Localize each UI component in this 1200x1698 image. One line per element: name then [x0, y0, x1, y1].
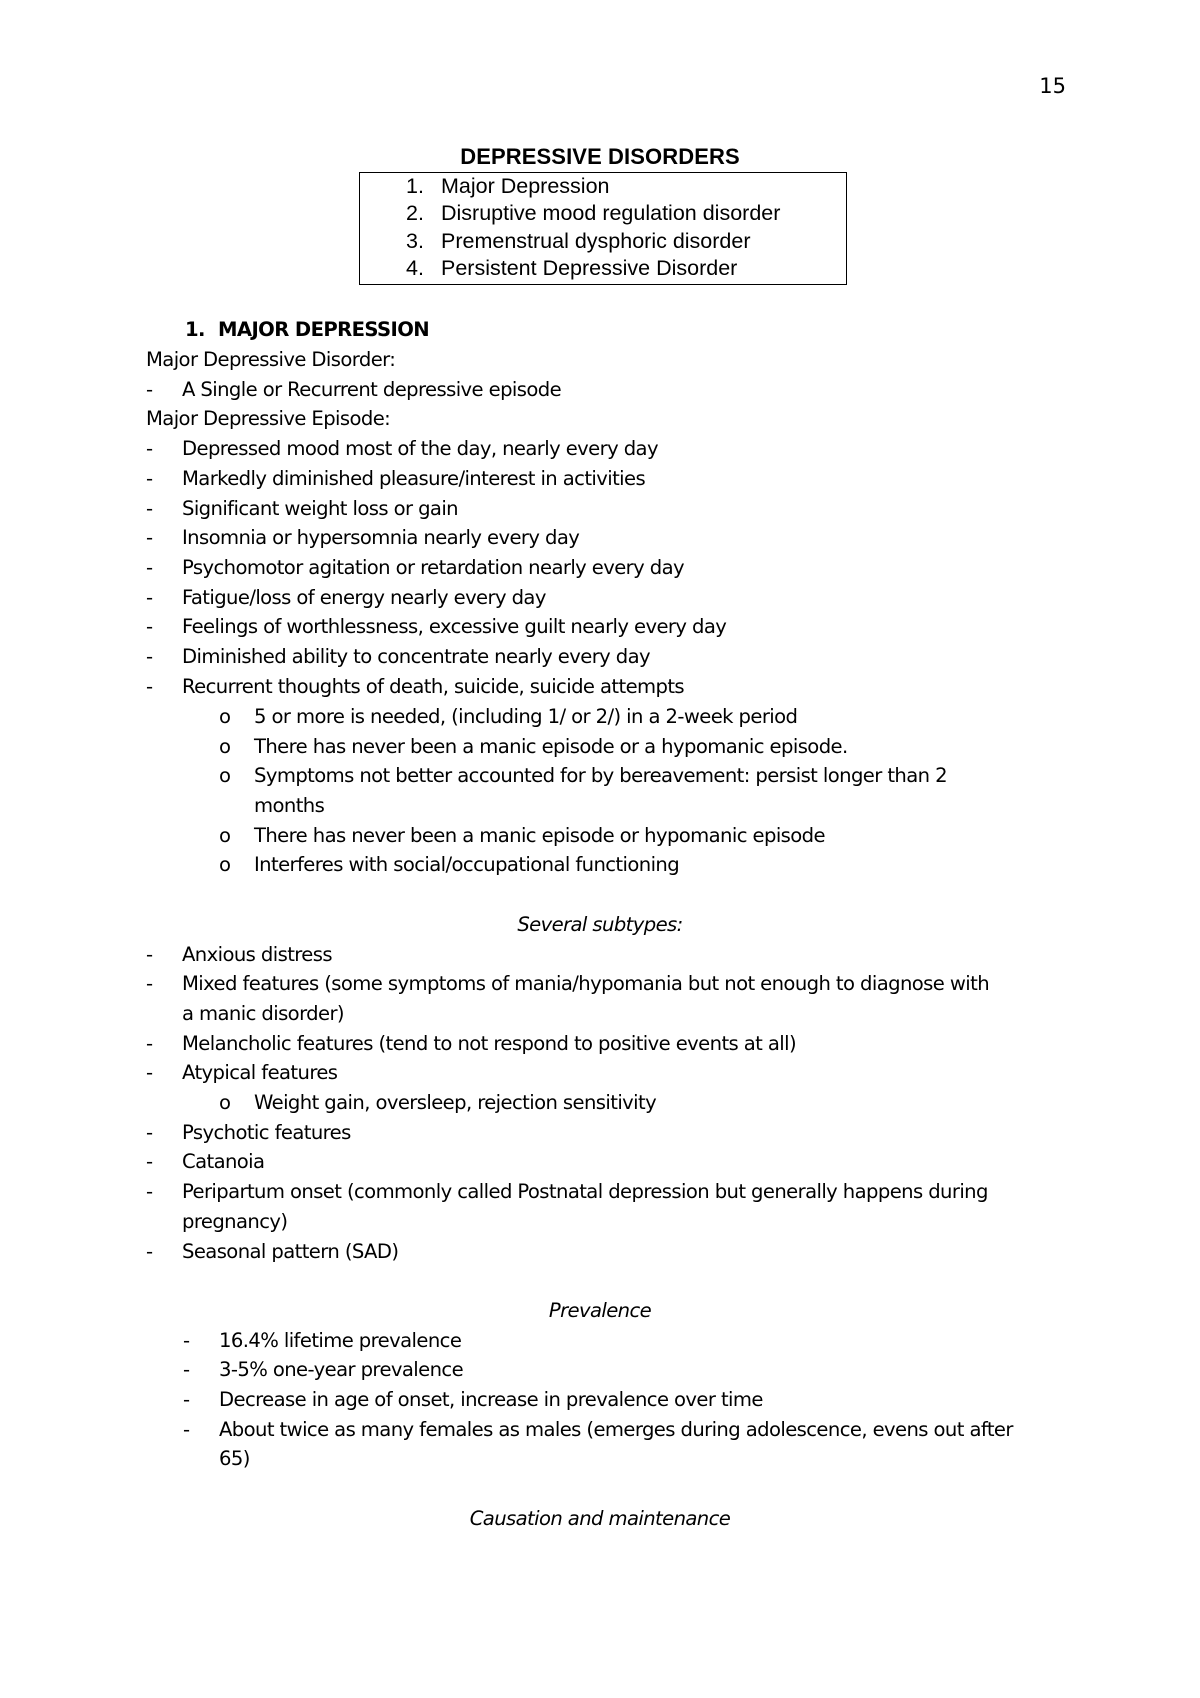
list-item: Significant weight loss or gain	[182, 497, 458, 520]
dash-marker: -	[146, 943, 153, 966]
list-item: Insomnia or hypersomnia nearly every day	[182, 526, 580, 549]
list-item: Diminished ability to concentrate nearly every day	[182, 645, 651, 668]
list-item: Peripartum onset (commonly called Postnatal depression but generally happens during	[182, 1180, 988, 1203]
list-item: Mixed features (some symptoms of mania/hypomania but not enough to diagnose with	[182, 972, 990, 995]
toc-item	[406, 172, 609, 200]
toc-item-label: Persistent Depressive Disorder	[441, 256, 738, 280]
list-item: Feelings of worthlessness, excessive guilt nearly every day	[182, 615, 727, 638]
toc-item	[406, 227, 751, 255]
circle-bullet-marker: o	[219, 1091, 231, 1114]
mdd-label: Major Depressive Disorder:	[146, 348, 396, 371]
subtypes-heading: Several subtypes:	[517, 913, 683, 936]
circle-bullet-marker: o	[219, 853, 231, 876]
circle-bullet-marker: o	[219, 735, 231, 758]
sub-list-item: Weight gain, oversleep, rejection sensitivity	[254, 1091, 657, 1114]
dash-marker: -	[146, 437, 153, 460]
dash-marker: -	[146, 467, 153, 490]
toc-box	[359, 172, 847, 285]
circle-bullet-marker: o	[219, 824, 231, 847]
dash-marker: -	[146, 972, 153, 995]
page-number: 15	[1039, 74, 1066, 98]
list-item: A Single or Recurrent depressive episode	[182, 378, 562, 401]
list-item: Catanoia	[182, 1150, 265, 1173]
dash-marker: -	[146, 1240, 153, 1263]
toc-item-number: 1.	[406, 174, 424, 198]
toc-item	[406, 254, 737, 282]
dash-marker: -	[146, 586, 153, 609]
sub-list-item: Interferes with social/occupational functioning	[254, 853, 680, 876]
list-item-continued: 65)	[219, 1447, 250, 1470]
prevalence-heading: Prevalence	[548, 1299, 652, 1322]
sub-list-item-continued: months	[254, 794, 325, 817]
list-item: Psychomotor agitation or retardation nearly every day	[182, 556, 685, 579]
list-item: Seasonal pattern (SAD)	[182, 1240, 399, 1263]
toc-item-number: 4.	[406, 256, 424, 280]
circle-bullet-marker: o	[219, 764, 231, 787]
list-item: 3-5% one-year prevalence	[219, 1358, 464, 1381]
sub-list-item: 5 or more is needed, (including 1/ or 2/) in a 2-week period	[254, 705, 798, 728]
toc-item-number: 3.	[406, 229, 424, 253]
dash-marker: -	[183, 1418, 190, 1441]
list-item: Fatigue/loss of energy nearly every day	[182, 586, 546, 609]
dash-marker: -	[146, 645, 153, 668]
list-item-continued: a manic disorder)	[182, 1002, 344, 1025]
toc-item-label: Premenstrual dysphoric disorder	[441, 229, 751, 253]
toc-item-label: Major Depression	[441, 174, 610, 198]
dash-marker: -	[146, 526, 153, 549]
dash-marker: -	[146, 1150, 153, 1173]
list-item: Psychotic features	[182, 1121, 351, 1144]
dash-marker: -	[146, 378, 153, 401]
dash-marker: -	[183, 1388, 190, 1411]
list-item: Recurrent thoughts of death, suicide, suicide attempts	[182, 675, 685, 698]
dash-marker: -	[146, 1032, 153, 1055]
dash-marker: -	[146, 1061, 153, 1084]
list-item: Anxious distress	[182, 943, 332, 966]
list-item: 16.4% lifetime prevalence	[219, 1329, 462, 1352]
dash-marker: -	[146, 615, 153, 638]
causation-heading: Causation and maintenance	[469, 1507, 731, 1530]
toc-item	[406, 199, 780, 227]
list-item: Melancholic features (tend to not respond to positive events at all)	[182, 1032, 797, 1055]
sub-list-item: Symptoms not better accounted for by bereavement: persist longer than 2	[254, 764, 947, 787]
dash-marker: -	[146, 556, 153, 579]
list-item: Markedly diminished pleasure/interest in activities	[182, 467, 646, 490]
toc-title: DEPRESSIVE DISORDERS	[460, 144, 740, 169]
list-item: Decrease in age of onset, increase in prevalence over time	[219, 1388, 763, 1411]
section-heading: MAJOR DEPRESSION	[218, 318, 430, 341]
sub-list-item: There has never been a manic episode or a hypomanic episode.	[254, 735, 848, 758]
dash-marker: -	[146, 675, 153, 698]
toc-item-label: Disruptive mood regulation disorder	[441, 201, 781, 225]
dash-marker: -	[183, 1358, 190, 1381]
list-item-continued: pregnancy)	[182, 1210, 288, 1233]
list-item: Atypical features	[182, 1061, 338, 1084]
dash-marker: -	[146, 497, 153, 520]
mde-label: Major Depressive Episode:	[146, 407, 391, 430]
sub-list-item: There has never been a manic episode or hypomanic episode	[254, 824, 825, 847]
list-item: About twice as many females as males (emerges during adolescence, evens out after	[219, 1418, 1013, 1441]
section-heading-number: 1.	[185, 318, 205, 341]
list-item: Depressed mood most of the day, nearly every day	[182, 437, 658, 460]
dash-marker: -	[183, 1329, 190, 1352]
dash-marker: -	[146, 1121, 153, 1144]
dash-marker: -	[146, 1180, 153, 1203]
toc-item-number: 2.	[406, 201, 424, 225]
circle-bullet-marker: o	[219, 705, 231, 728]
